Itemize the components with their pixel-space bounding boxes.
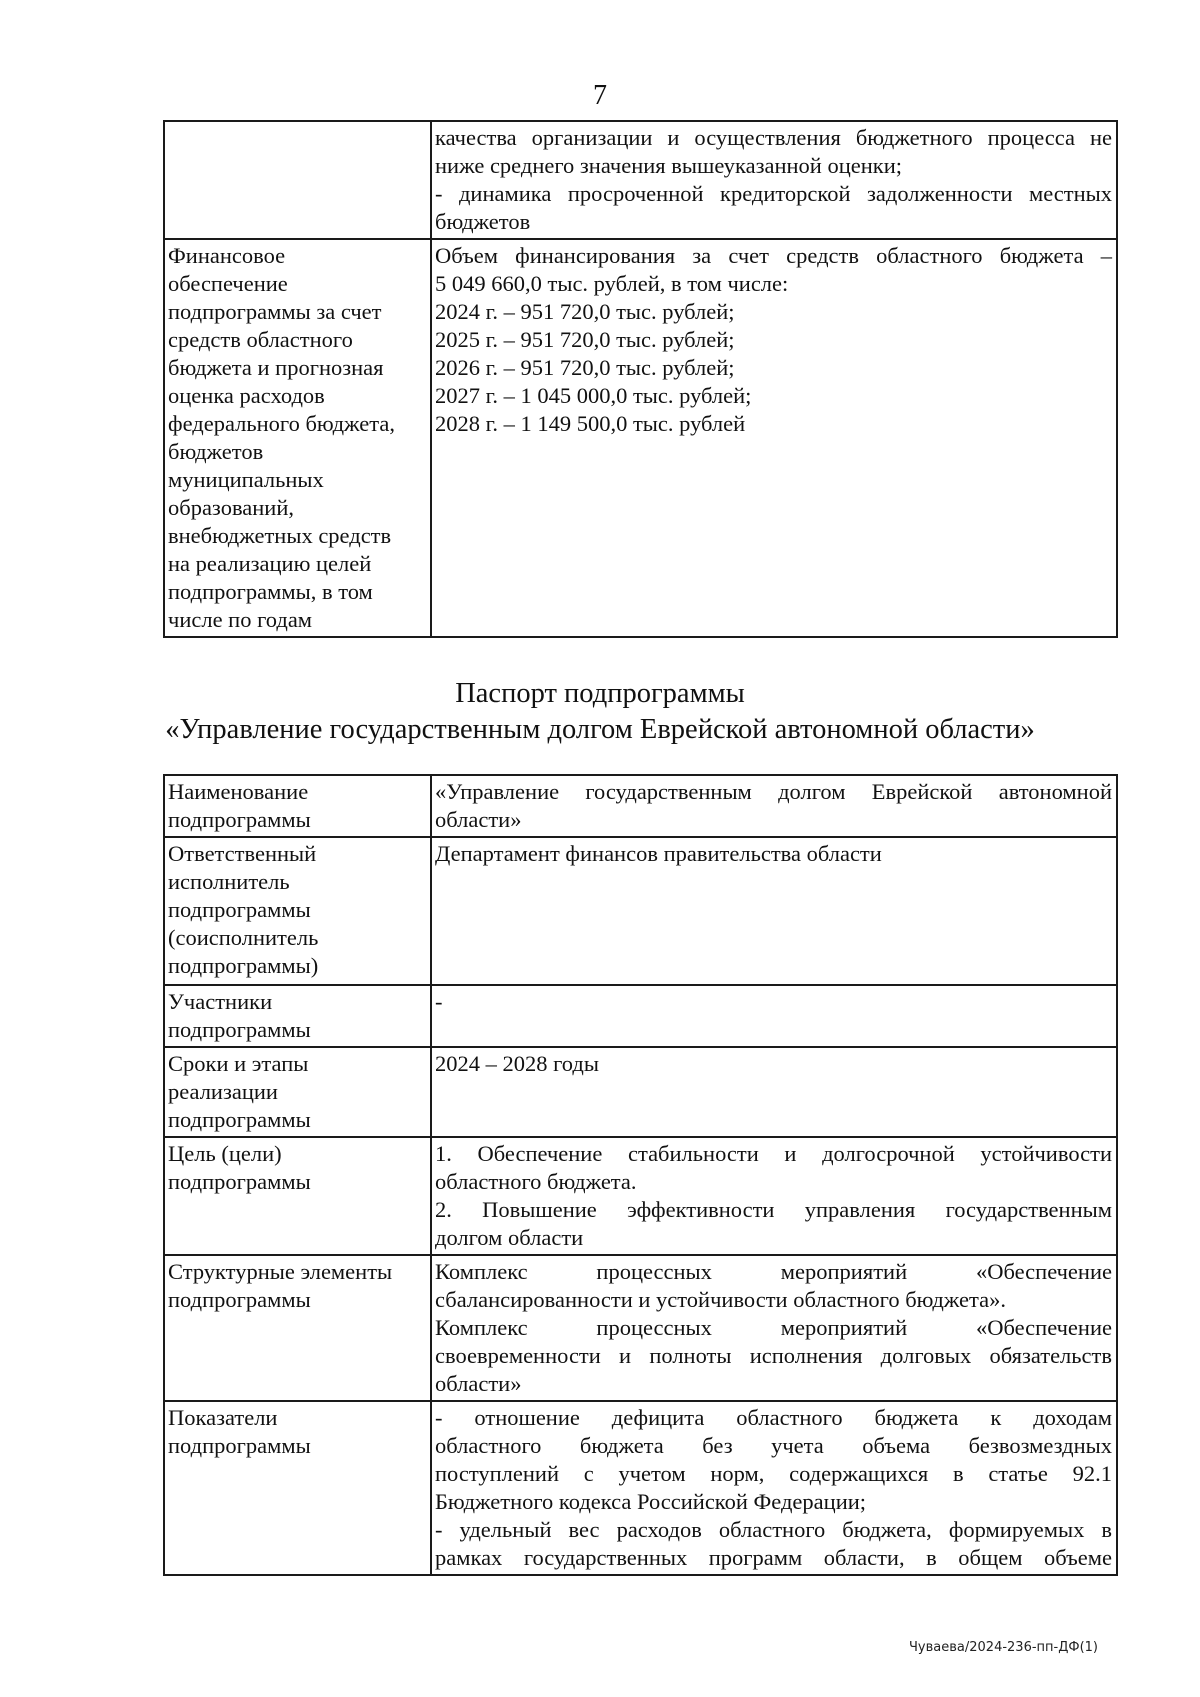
table-cell-value <box>431 985 1117 1047</box>
footer-document-code: Чуваева/2024-236-пп-ДФ(1) <box>909 1640 1098 1655</box>
text-line: Цель (цели) <box>168 1141 282 1166</box>
text-line: оценка расходов <box>168 383 325 408</box>
text-line: подпрограммы <box>168 807 311 832</box>
table-cell-label <box>164 1047 431 1137</box>
text-line: 2024 – 2028 годы <box>435 1051 599 1076</box>
text-line: (соисполнитель <box>168 925 319 950</box>
text-line: Комплекс процессных мероприятий «Обеспечение <box>435 1315 1112 1340</box>
text-line: - отношение дефицита областного бюджета к доходам <box>435 1405 1112 1430</box>
text-line: качества организации и осуществления бюджетного процесса не <box>435 125 1112 150</box>
text-line: бюджета и прогнозная <box>168 355 384 380</box>
table-cell-label <box>164 985 431 1047</box>
table-cell-value <box>431 837 1117 985</box>
table-row <box>164 775 1117 837</box>
table-cell-value <box>431 1255 1117 1401</box>
text-line: 1. Обеспечение стабильности и долгосрочной устойчивости <box>435 1141 1112 1166</box>
text-line: подпрограммы <box>168 1433 311 1458</box>
table-row <box>164 1401 1117 1575</box>
text-line: подпрограммы за счет <box>168 299 382 324</box>
text-line: Бюджетного кодекса Российской Федерации; <box>435 1489 867 1514</box>
table-row <box>164 1047 1117 1137</box>
text-line: подпрограммы, в том <box>168 579 373 604</box>
text-line: образований, <box>168 495 295 520</box>
table-cell-value <box>431 1401 1117 1575</box>
text-line: обеспечение <box>168 271 288 296</box>
text-line: области» <box>435 1371 522 1396</box>
text-line: области» <box>435 807 522 832</box>
text-line: рамках государственных программ области, в общем объеме <box>435 1545 1112 1570</box>
page-number: 7 <box>593 80 607 111</box>
section-subtitle: «Управление государственным долгом Еврейской автономной области» <box>165 714 1035 745</box>
text-line: Показатели <box>168 1405 278 1430</box>
text-line: сбалансированности и устойчивости областного бюджета». <box>435 1287 1006 1312</box>
text-line: муниципальных <box>168 467 324 492</box>
text-line: 2025 г. – 951 720,0 тыс. рублей; <box>435 327 735 352</box>
text-line: подпрограммы <box>168 1017 311 1042</box>
text-line: Финансовое <box>168 243 286 268</box>
table-row <box>164 121 1117 239</box>
text-line: подпрограммы <box>168 1287 311 1312</box>
text-line: Сроки и этапы <box>168 1051 309 1076</box>
table-cell-label <box>164 1255 431 1401</box>
text-line: Департамент финансов правительства области <box>435 841 882 866</box>
table-cell-label <box>164 837 431 985</box>
text-line: на реализацию целей <box>168 551 372 576</box>
text-line: Комплекс процессных мероприятий «Обеспечение <box>435 1259 1112 1284</box>
text-line: подпрограммы <box>168 1107 311 1132</box>
table-cell-value <box>431 1047 1117 1137</box>
table-top <box>163 120 1118 638</box>
text-line: поступлений с учетом норм, содержащихся в статье 92.1 <box>435 1461 1112 1486</box>
text-line: Структурные элементы <box>168 1259 393 1284</box>
text-line: 2026 г. – 951 720,0 тыс. рублей; <box>435 355 735 380</box>
text-line: 2024 г. – 951 720,0 тыс. рублей; <box>435 299 735 324</box>
text-line: федерального бюджета, <box>168 411 395 436</box>
text-line: своевременности и полноты исполнения долговых обязательств <box>435 1343 1112 1368</box>
text-line: долгом области <box>435 1225 584 1250</box>
table-cell-label <box>164 121 431 239</box>
table-row <box>164 239 1117 637</box>
section-title: Паспорт подпрограммы <box>455 678 745 709</box>
text-line: подпрограммы <box>168 1169 311 1194</box>
text-line: 2028 г. – 1 149 500,0 тыс. рублей <box>435 411 746 436</box>
text-line: - <box>435 989 443 1014</box>
table-cell-value <box>431 775 1117 837</box>
table-row <box>164 1137 1117 1255</box>
table-cell-label <box>164 1401 431 1575</box>
text-line: - удельный вес расходов областного бюджета, формируемых в <box>435 1517 1112 1542</box>
text-line: бюджетов <box>435 209 531 234</box>
table-cell-label <box>164 239 431 637</box>
text-line: Участники <box>168 989 273 1014</box>
text-line: Объем финансирования за счет средств областного бюджета – <box>435 243 1112 268</box>
text-line: исполнитель <box>168 869 290 894</box>
table-bottom <box>163 774 1118 1576</box>
table-cell-label <box>164 775 431 837</box>
table-cell-label <box>164 1137 431 1255</box>
table-cell-value <box>431 239 1117 637</box>
table-row <box>164 1255 1117 1401</box>
table-cell-value <box>431 1137 1117 1255</box>
table-cell-value <box>431 121 1117 239</box>
text-line: областного бюджета. <box>435 1169 637 1194</box>
text-line: подпрограммы) <box>168 953 319 978</box>
text-line: 2027 г. – 1 045 000,0 тыс. рублей; <box>435 383 752 408</box>
text-line: областного бюджета без учета объема безвозмездных <box>435 1433 1112 1458</box>
table-row <box>164 985 1117 1047</box>
text-line: 2. Повышение эффективности управления государственным <box>435 1197 1112 1222</box>
text-line: Ответственный <box>168 841 317 866</box>
text-line: ниже среднего значения вышеуказанной оценки; <box>435 153 902 178</box>
text-line: Наименование <box>168 779 309 804</box>
text-line: подпрограммы <box>168 897 311 922</box>
table-row <box>164 837 1117 985</box>
text-line: - динамика просроченной кредиторской задолженности местных <box>435 181 1112 206</box>
text-line: числе по годам <box>168 607 313 632</box>
text-line: бюджетов <box>168 439 264 464</box>
text-line: средств областного <box>168 327 353 352</box>
text-line: 5 049 660,0 тыс. рублей, в том числе: <box>435 271 789 296</box>
text-line: внебюджетных средств <box>168 523 392 548</box>
text-line: реализации <box>168 1079 278 1104</box>
text-line: «Управление государственным долгом Еврейской автономной <box>435 779 1112 804</box>
